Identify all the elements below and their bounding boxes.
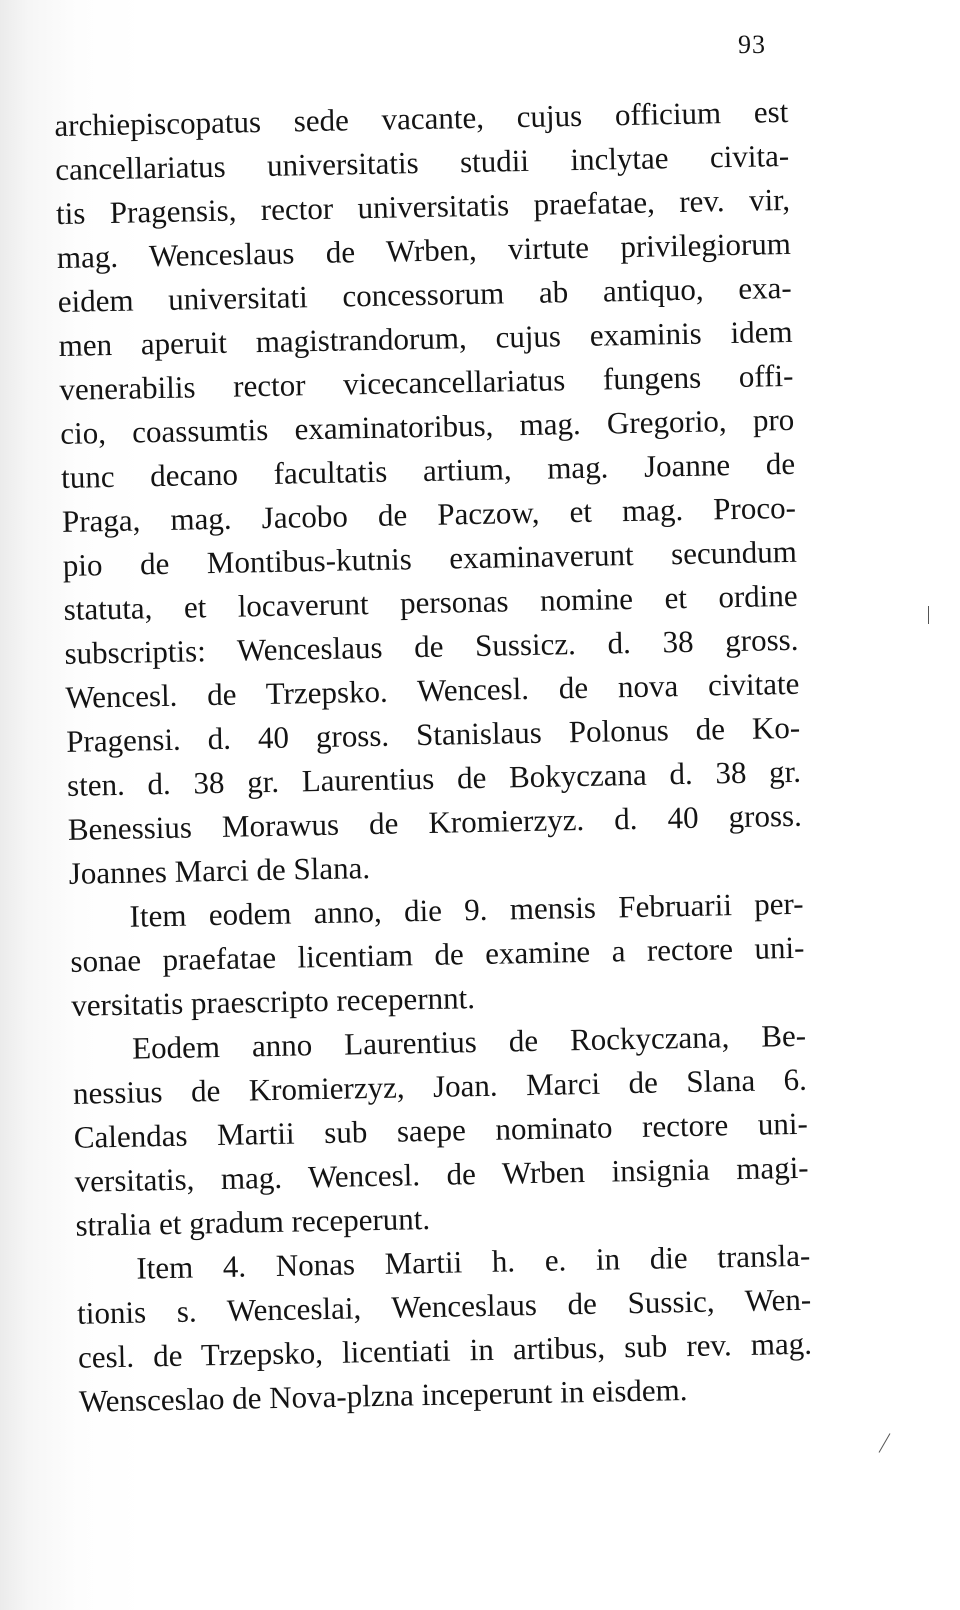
text-line: sonae praefatae licentiam de examine a rectore uni-: [70, 929, 805, 979]
text-line: Benessius Morawus de Kromierzyz. d. 40 gross.: [67, 797, 803, 847]
text-line: Pragensi. d. 40 gross. Stanislaus Polonus de Ko-: [65, 709, 801, 759]
text-line: tionis s. Wenceslai, Wenceslaus de Sussic, Wen-: [76, 1281, 812, 1331]
text-line: tis Pragensis, rector universitatis praefatae, rev. vir,: [55, 181, 791, 231]
text-line: versitatis, mag. Wencesl. de Wrben insignia magi-: [74, 1149, 809, 1199]
text-line: subscriptis: Wenceslaus de Sussicz. d. 38 gross.: [64, 621, 799, 671]
text-line: cio, coassumtis examinatoribus, mag. Gregorio, pro: [59, 401, 795, 451]
text-line: Calendas Martii sub saepe nominato rectore uni-: [73, 1105, 809, 1155]
text-line: men aperuit magistrandorum, cujus examinis idem: [58, 313, 793, 363]
text-line: Wencesl. de Trzepsko. Wencesl. de nova civitate: [65, 665, 800, 715]
body-text: [54, 90, 813, 1424]
text-line: stralia et gradum receperunt.: [75, 1200, 431, 1243]
text-line: statuta, et locaverunt personas nomine et ordine: [63, 577, 798, 627]
text-line: eidem universitati concessorum ab antiquo, exa-: [57, 269, 792, 319]
text-line: cancellariatus universitatis studii inclytae civita-: [54, 137, 790, 187]
text-line: pio de Montibus-kutnis examinaverunt secundum: [62, 533, 798, 583]
text-line: sten. d. 38 gr. Laurentius de Bokyczana d. 38 gr.: [66, 753, 802, 803]
text-line: archiepiscopatus sede vacante, cujus officium est: [54, 93, 789, 143]
text-line: Joannes Marci de Slana.: [68, 850, 371, 891]
text-line: mag. Wenceslaus de Wrben, virtute privilegiorum: [56, 225, 792, 275]
text-line: Praga, mag. Jacobo de Paczow, et mag. Proco-: [61, 489, 797, 539]
text-line: Item 4. Nonas Martii h. e. in die transla-: [136, 1237, 811, 1286]
text-line: tunc decano facultatis artium, mag. Joanne de: [60, 445, 796, 495]
text-line: Wensceslao de Nova-plzna inceperunt in eisdem.: [78, 1372, 688, 1419]
text-line: Item eodem anno, die 9. mensis Februarii per-: [129, 885, 804, 934]
scan-mark: [879, 1433, 891, 1453]
text-line: cesl. de Trzepsko, licentiati in artibus, sub rev. mag.: [77, 1325, 813, 1375]
scan-mark: [928, 606, 929, 624]
text-line: Eodem anno Laurentius de Rockyczana, Be-: [131, 1017, 807, 1066]
text-line: venerabilis rector vicecancellariatus fungens offi-: [59, 357, 794, 407]
text-line: nessius de Kromierzyz, Joan. Marci de Slana 6.: [72, 1061, 808, 1111]
page-number: 93: [738, 30, 766, 59]
text-line: versitatis praescripto recepernnt.: [70, 980, 476, 1023]
